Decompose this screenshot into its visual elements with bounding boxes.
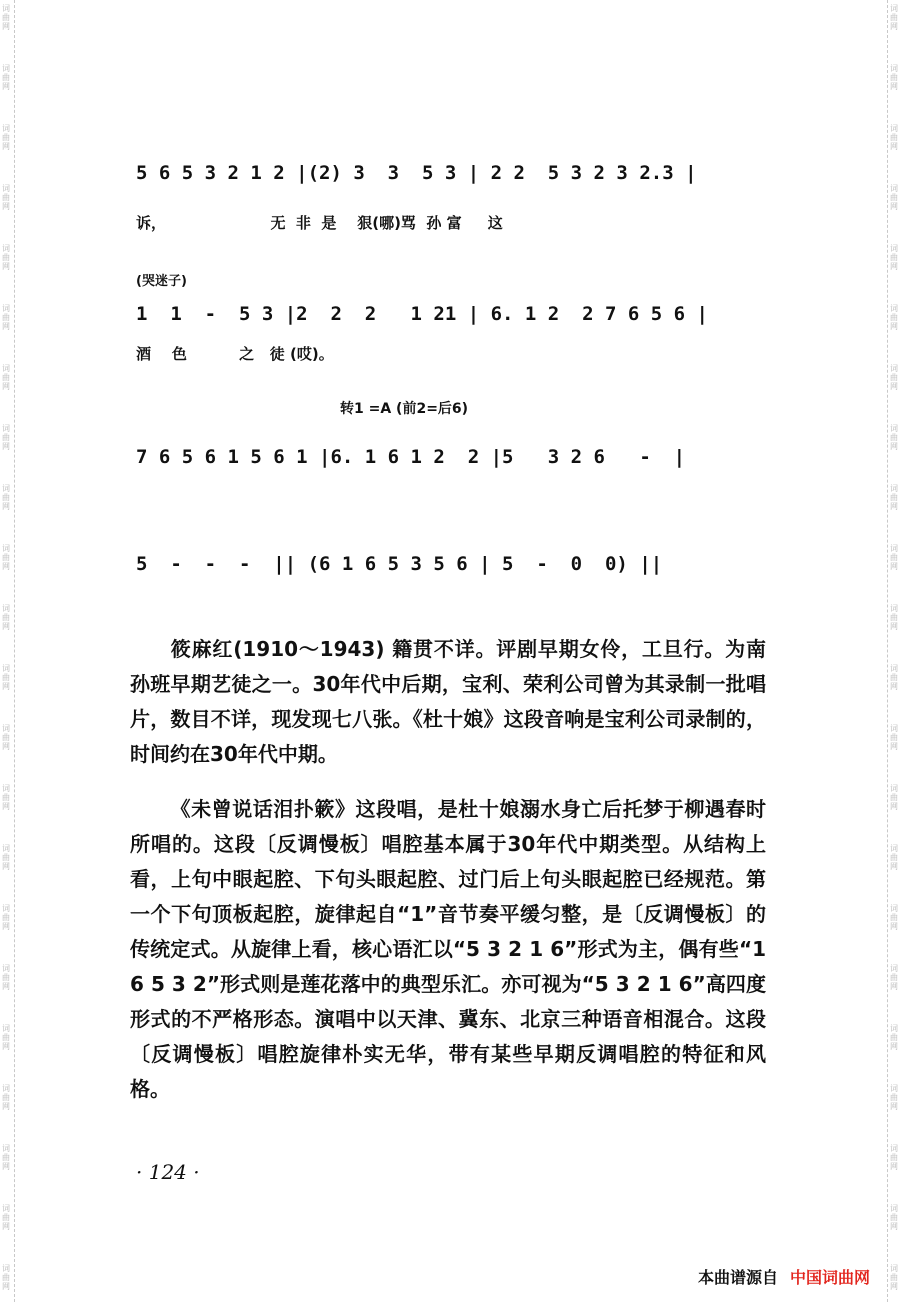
watermark-text: 词 曲 网 xyxy=(2,724,10,751)
watermark-text: 词 曲 网 xyxy=(890,784,898,811)
watermark-text: 词 曲 网 xyxy=(890,1024,898,1051)
watermark-text: 词 曲 网 xyxy=(2,1204,10,1231)
tune-label: (哭迷子) xyxy=(136,274,187,289)
watermark-text: 词 曲 网 xyxy=(2,1144,10,1171)
watermark-text: 词 曲 网 xyxy=(890,724,898,751)
watermark-text: 词 曲 网 xyxy=(2,364,10,391)
watermark-text: 词 曲 网 xyxy=(890,184,898,211)
watermark-text: 词 曲 网 xyxy=(2,784,10,811)
watermark-text: 词 曲 网 xyxy=(2,904,10,931)
watermark-text: 词 曲 网 xyxy=(890,964,898,991)
watermark-text: 词 曲 网 xyxy=(890,304,898,331)
score-line-4: 5 - - - || (6 1 6 5 3 5 6 | 5 - 0 0) || xyxy=(136,553,663,575)
watermark-text: 词 曲 网 xyxy=(890,64,898,91)
modulation-mark: 转1 =A (前2=后6) xyxy=(340,401,469,417)
page-number: · 124 · xyxy=(136,1160,200,1184)
watermark-text: 词 曲 网 xyxy=(2,484,10,511)
score-line-3: 7 6 5 6 1 5 6 1 |6. 1 6 1 2 2 |5 3 2 6 - | xyxy=(136,446,686,468)
score-line-2: 1 1 - 5 3 |2 2 2 1 21 | 6. 1 2 2 7 6 5 6 | xyxy=(136,303,708,325)
watermark-text: 词 曲 网 xyxy=(2,964,10,991)
watermark-text: 词 曲 网 xyxy=(2,184,10,211)
watermark-text: 词 曲 网 xyxy=(890,1084,898,1111)
watermark-text: 词 曲 网 xyxy=(890,844,898,871)
watermark-text: 词 曲 网 xyxy=(890,544,898,571)
lyrics-line-2: 酒 色 之 徒 (哎)。 xyxy=(136,345,334,363)
watermark-text: 词 曲 网 xyxy=(2,64,10,91)
watermark-text: 词 曲 网 xyxy=(890,664,898,691)
watermark-text: 词 曲 网 xyxy=(2,1084,10,1111)
watermark-text: 词 曲 网 xyxy=(2,1024,10,1051)
watermark-text: 词 曲 网 xyxy=(2,604,10,631)
watermark-text: 词 曲 网 xyxy=(2,4,10,31)
watermark-text: 词 曲 网 xyxy=(890,4,898,31)
watermark-text: 词 曲 网 xyxy=(2,124,10,151)
score-line-1: 5 6 5 3 2 1 2 |(2) 3 3 5 3 | 2 2 5 3 2 3 2.3 | xyxy=(136,162,697,184)
lyrics-line-1: 诉， 无 非 是 狠(哪)骂 孙 富 这 xyxy=(136,214,503,232)
watermark-text: 词 曲 网 xyxy=(890,604,898,631)
watermark-text: 词 曲 网 xyxy=(890,124,898,151)
watermark-text: 词 曲 网 xyxy=(890,1204,898,1231)
watermark-text: 词 曲 网 xyxy=(890,244,898,271)
watermark-text: 词 曲 网 xyxy=(2,664,10,691)
watermark-text: 词 曲 网 xyxy=(2,544,10,571)
watermark-text: 词 曲 网 xyxy=(2,424,10,451)
source-label: 本曲谱源自 xyxy=(697,1268,778,1287)
footer-credit xyxy=(698,1265,870,1288)
watermark-text: 词 曲 网 xyxy=(890,904,898,931)
watermark-text: 词 曲 网 xyxy=(2,844,10,871)
watermark-text: 词 曲 网 xyxy=(890,424,898,451)
paragraph-2: 《未曾说话泪扑簌》这段唱，是杜十娘溺水身亡后托梦于柳遇春时所唱的。这段〔反调慢板〕唱腔基本属于30年代中期类型。从结构上看，上句中眼起腔、下句头眼起腔、过门后上句头眼起腔已经规范。第一个下句顶板起腔，旋律起自“1”音节奏平缓匀整，是〔反调慢板〕的传统定式。从旋律上看，核心语汇以“5 3 2 1 6”形式为主，偶有些“1 6 5 3 2”形式则是莲花落中的典型乐汇。亦可视为“5 3 2 1 6”高四度形式的不严格形态。演唱中以天津、冀东、北京三种语音相混合。这段〔反调慢板〕唱腔旋律朴实无华，带有某些早期反调唱腔的特征和风格。 xyxy=(130,797,766,1101)
watermark-text: 词 曲 网 xyxy=(890,1264,898,1291)
watermark-text: 词 曲 网 xyxy=(890,364,898,391)
watermark-text: 词 曲 网 xyxy=(2,244,10,271)
watermark-text: 词 曲 网 xyxy=(2,1264,10,1291)
paragraph-1: 筱麻红(1910～1943) 籍贯不详。评剧早期女伶，工旦行。为南孙班早期艺徒之一。30年代中后期，宝利、荣利公司曾为其录制一批唱片，数目不详，现发现七八张。《杜十娘》这段音响是宝利公司录制的，时间约在30年代中期。 xyxy=(130,637,766,766)
watermark-text: 词 曲 网 xyxy=(2,304,10,331)
watermark-text: 词 曲 网 xyxy=(890,1144,898,1171)
watermark-text: 词 曲 网 xyxy=(890,484,898,511)
brand-link[interactable]: 中国词曲网 xyxy=(789,1268,870,1287)
